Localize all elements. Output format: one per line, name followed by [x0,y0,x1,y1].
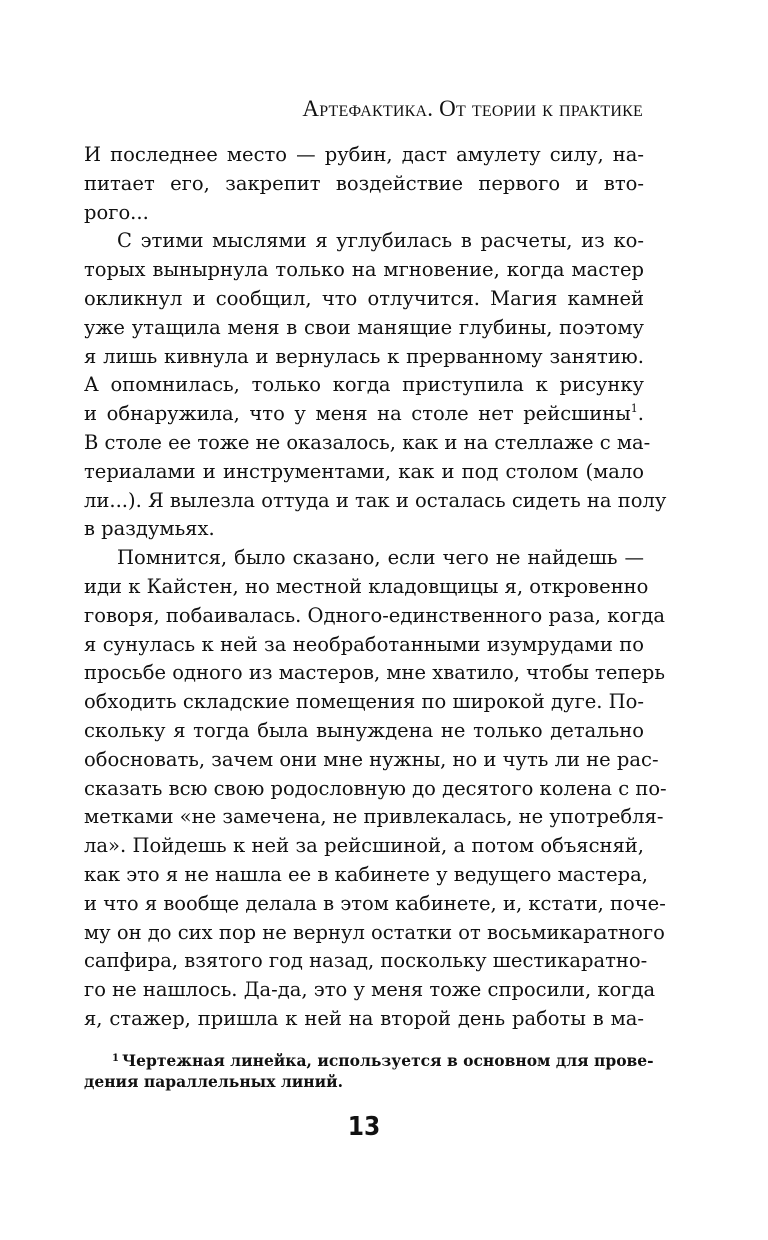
text-line: метками «не замечена, не привлекалась, не употребля- [84,805,664,829]
text-line: питает его, закрепит воздействие первого и вто- [84,171,644,195]
text-line: торых вынырнула только на мгновение, когда мастер [84,258,644,282]
text-line: ла». Пойдешь к ней за рейсшиной, а потом объясняй, [84,834,644,858]
text-line: в раздумьях. [84,517,215,541]
text-line: скольку я тогда была вынуждена не только детально [84,718,644,742]
footnote-number: 1 [112,1053,119,1064]
text-line: я лишь кивнула и вернулась к прерванному занятию. [84,344,644,368]
text-line: как это я не нашла ее в кабинете у ведущего мастера, [84,862,648,886]
body-text [84,141,667,1034]
text-line: С этими мыслями я углубилась в расчеты, из ко- [117,229,644,253]
text-line: териалами и инструментами, как и под столом (мало [84,459,644,483]
footnote-reference: 1 [630,402,638,416]
text-line-content: и обнаружила, что у меня на столе нет рейсшины [84,402,631,426]
footnote-line: дения параллельных линий. [84,1072,343,1091]
sentence-period: . [637,402,644,426]
text-line: А опомнилась, только когда приступила к рисунку [84,373,644,397]
text-line: иди к Кайстен, но местной кладовщицы я, откровенно [84,574,649,598]
page-number: 13 [347,1112,381,1142]
text-line: рого... [84,200,149,224]
text-line: И последнее место — рубин, даст амулету силу, на- [84,143,644,166]
text-line-with-footnote-ref [84,400,644,429]
text-line: В столе ее тоже не оказалось, как и на стеллаже с ма- [84,430,651,454]
footnote-text: Чертежная линейка, используется в основном для прове- [121,1051,654,1070]
text-line: уже утащила меня в свои манящие глубины, поэтому [84,315,644,339]
text-line: я, стажер, пришла к ней на второй день работы в ма- [84,1006,644,1030]
text-line: сказать всю свою родословную до десятого колена с по- [84,776,667,800]
text-line: Помнится, было сказано, если чего не найдешь — [117,546,644,570]
footnote-line [84,1047,654,1070]
text-line: окликнул и сообщил, что отлучится. Магия камней [84,286,644,310]
text-line: му он до сих пор не вернул остатки от восьмикаратного [84,920,665,944]
text-line: обосновать, зачем они мне нужны, но и чуть ли не рас- [84,747,659,771]
text-line: я сунулась к ней за необработанными изумрудами по [84,632,644,656]
text-line: говоря, побаивалась. Одного-единственного раза, когда [84,603,665,627]
text-line: го не нашлось. Да-да, это у меня тоже спросили, когда [84,978,656,1002]
text-line: сапфира, взятого год назад, поскольку шестикаратно- [84,949,648,973]
text-line: ли...). Я вылезла оттуда и так и осталась сидеть на полу [84,488,667,512]
text-line: просьбе одного из мастеров, мне хватило, чтобы теперь [84,661,666,685]
footnote [84,1047,654,1093]
text-line: и что я вообще делала в этом кабинете, и, кстати, поче- [84,891,666,915]
text-line: обходить складские помещения по широкой дуге. По- [84,690,644,714]
running-header: Артефактика. От теории к практике [302,96,643,121]
